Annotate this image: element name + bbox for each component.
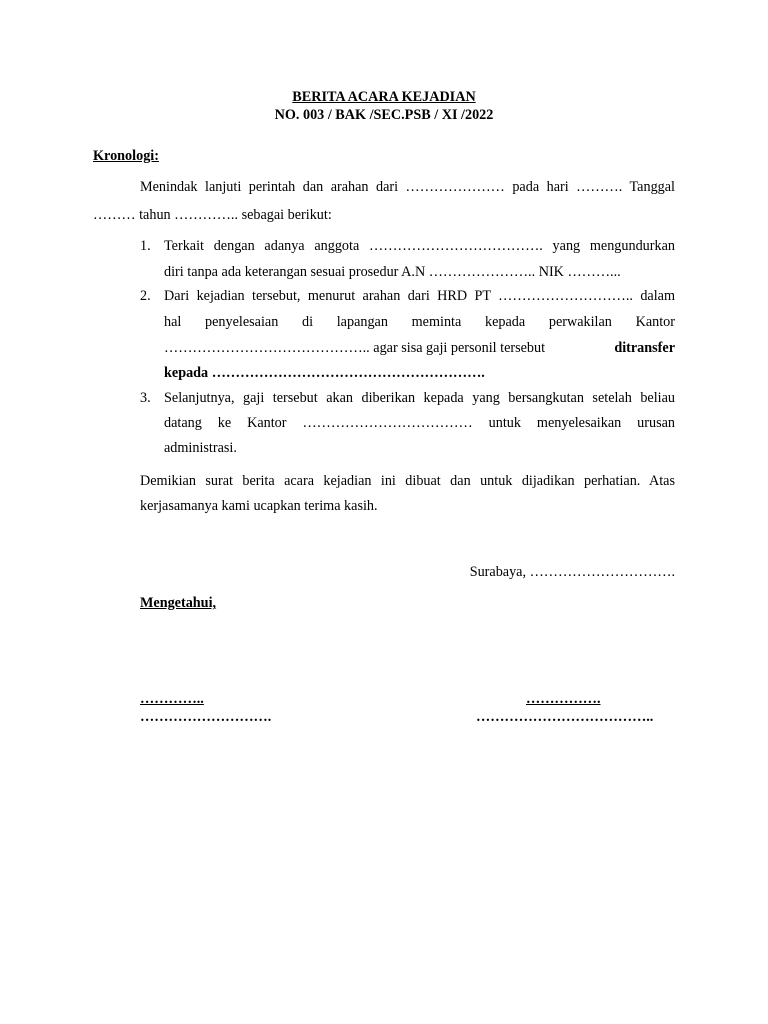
list-item-number: 3. xyxy=(140,390,151,406)
list-item-line: Dari kejadian tersebut, menurut arahan dari HRD PT ……………………….. dalam xyxy=(164,288,675,304)
right-signature-title: ……………………………….. xyxy=(476,709,654,725)
list-item-number: 1. xyxy=(140,238,151,254)
acknowledged-label: Mengetahui, xyxy=(140,595,217,611)
list-item-line: administrasi. xyxy=(164,440,237,456)
list-item-line: …………………………………….. agar sisa gaji personil tersebut xyxy=(164,340,546,356)
list-item-line: datang ke Kantor ……………………………… untuk menyelesaikan urusan xyxy=(164,415,675,431)
place-date: Surabaya, …………………………. xyxy=(469,564,675,580)
right-signature-name: ……………. xyxy=(526,691,601,707)
intro-line-1: Menindak lanjuti perintah dan arahan dari ………………… pada hari ………. Tanggal xyxy=(140,179,675,195)
list-item-line: kepada …………………………………………………. xyxy=(164,365,485,381)
list-item-number: 2. xyxy=(140,288,151,304)
document-title: BERITA ACARA KEJADIAN xyxy=(292,89,476,105)
left-signature-name: ………….. xyxy=(140,691,204,707)
list-item-line: Selanjutnya, gaji tersebut akan diberikan kepada yang bersangkutan setelah beliau xyxy=(164,390,675,406)
list-item-line: Terkait dengan adanya anggota ………………………………. yang mengundurkan xyxy=(164,238,675,254)
list-item-line: diri tanpa ada keterangan sesuai prosedur A.N ………………….. NIK ………... xyxy=(164,264,621,280)
list-item-line-with-bold xyxy=(164,339,675,357)
left-signature-title: ………………………. xyxy=(140,709,272,725)
intro-line-2: ……… tahun ………….. sebagai berikut: xyxy=(93,207,332,223)
list-item-line: hal penyelesaian di lapangan meminta kepada perwakilan Kantor xyxy=(164,314,675,330)
closing-line-1: Demikian surat berita acara kejadian ini dibuat dan untuk dijadikan perhatian. Atas xyxy=(140,473,675,489)
section-label: Kronologi: xyxy=(93,148,159,164)
bold-phrase: ditransfer xyxy=(614,340,675,356)
document-number: NO. 003 / BAK /SEC.PSB / XI /2022 xyxy=(274,107,494,123)
closing-line-2: kerjasamanya kami ucapkan terima kasih. xyxy=(140,498,378,514)
